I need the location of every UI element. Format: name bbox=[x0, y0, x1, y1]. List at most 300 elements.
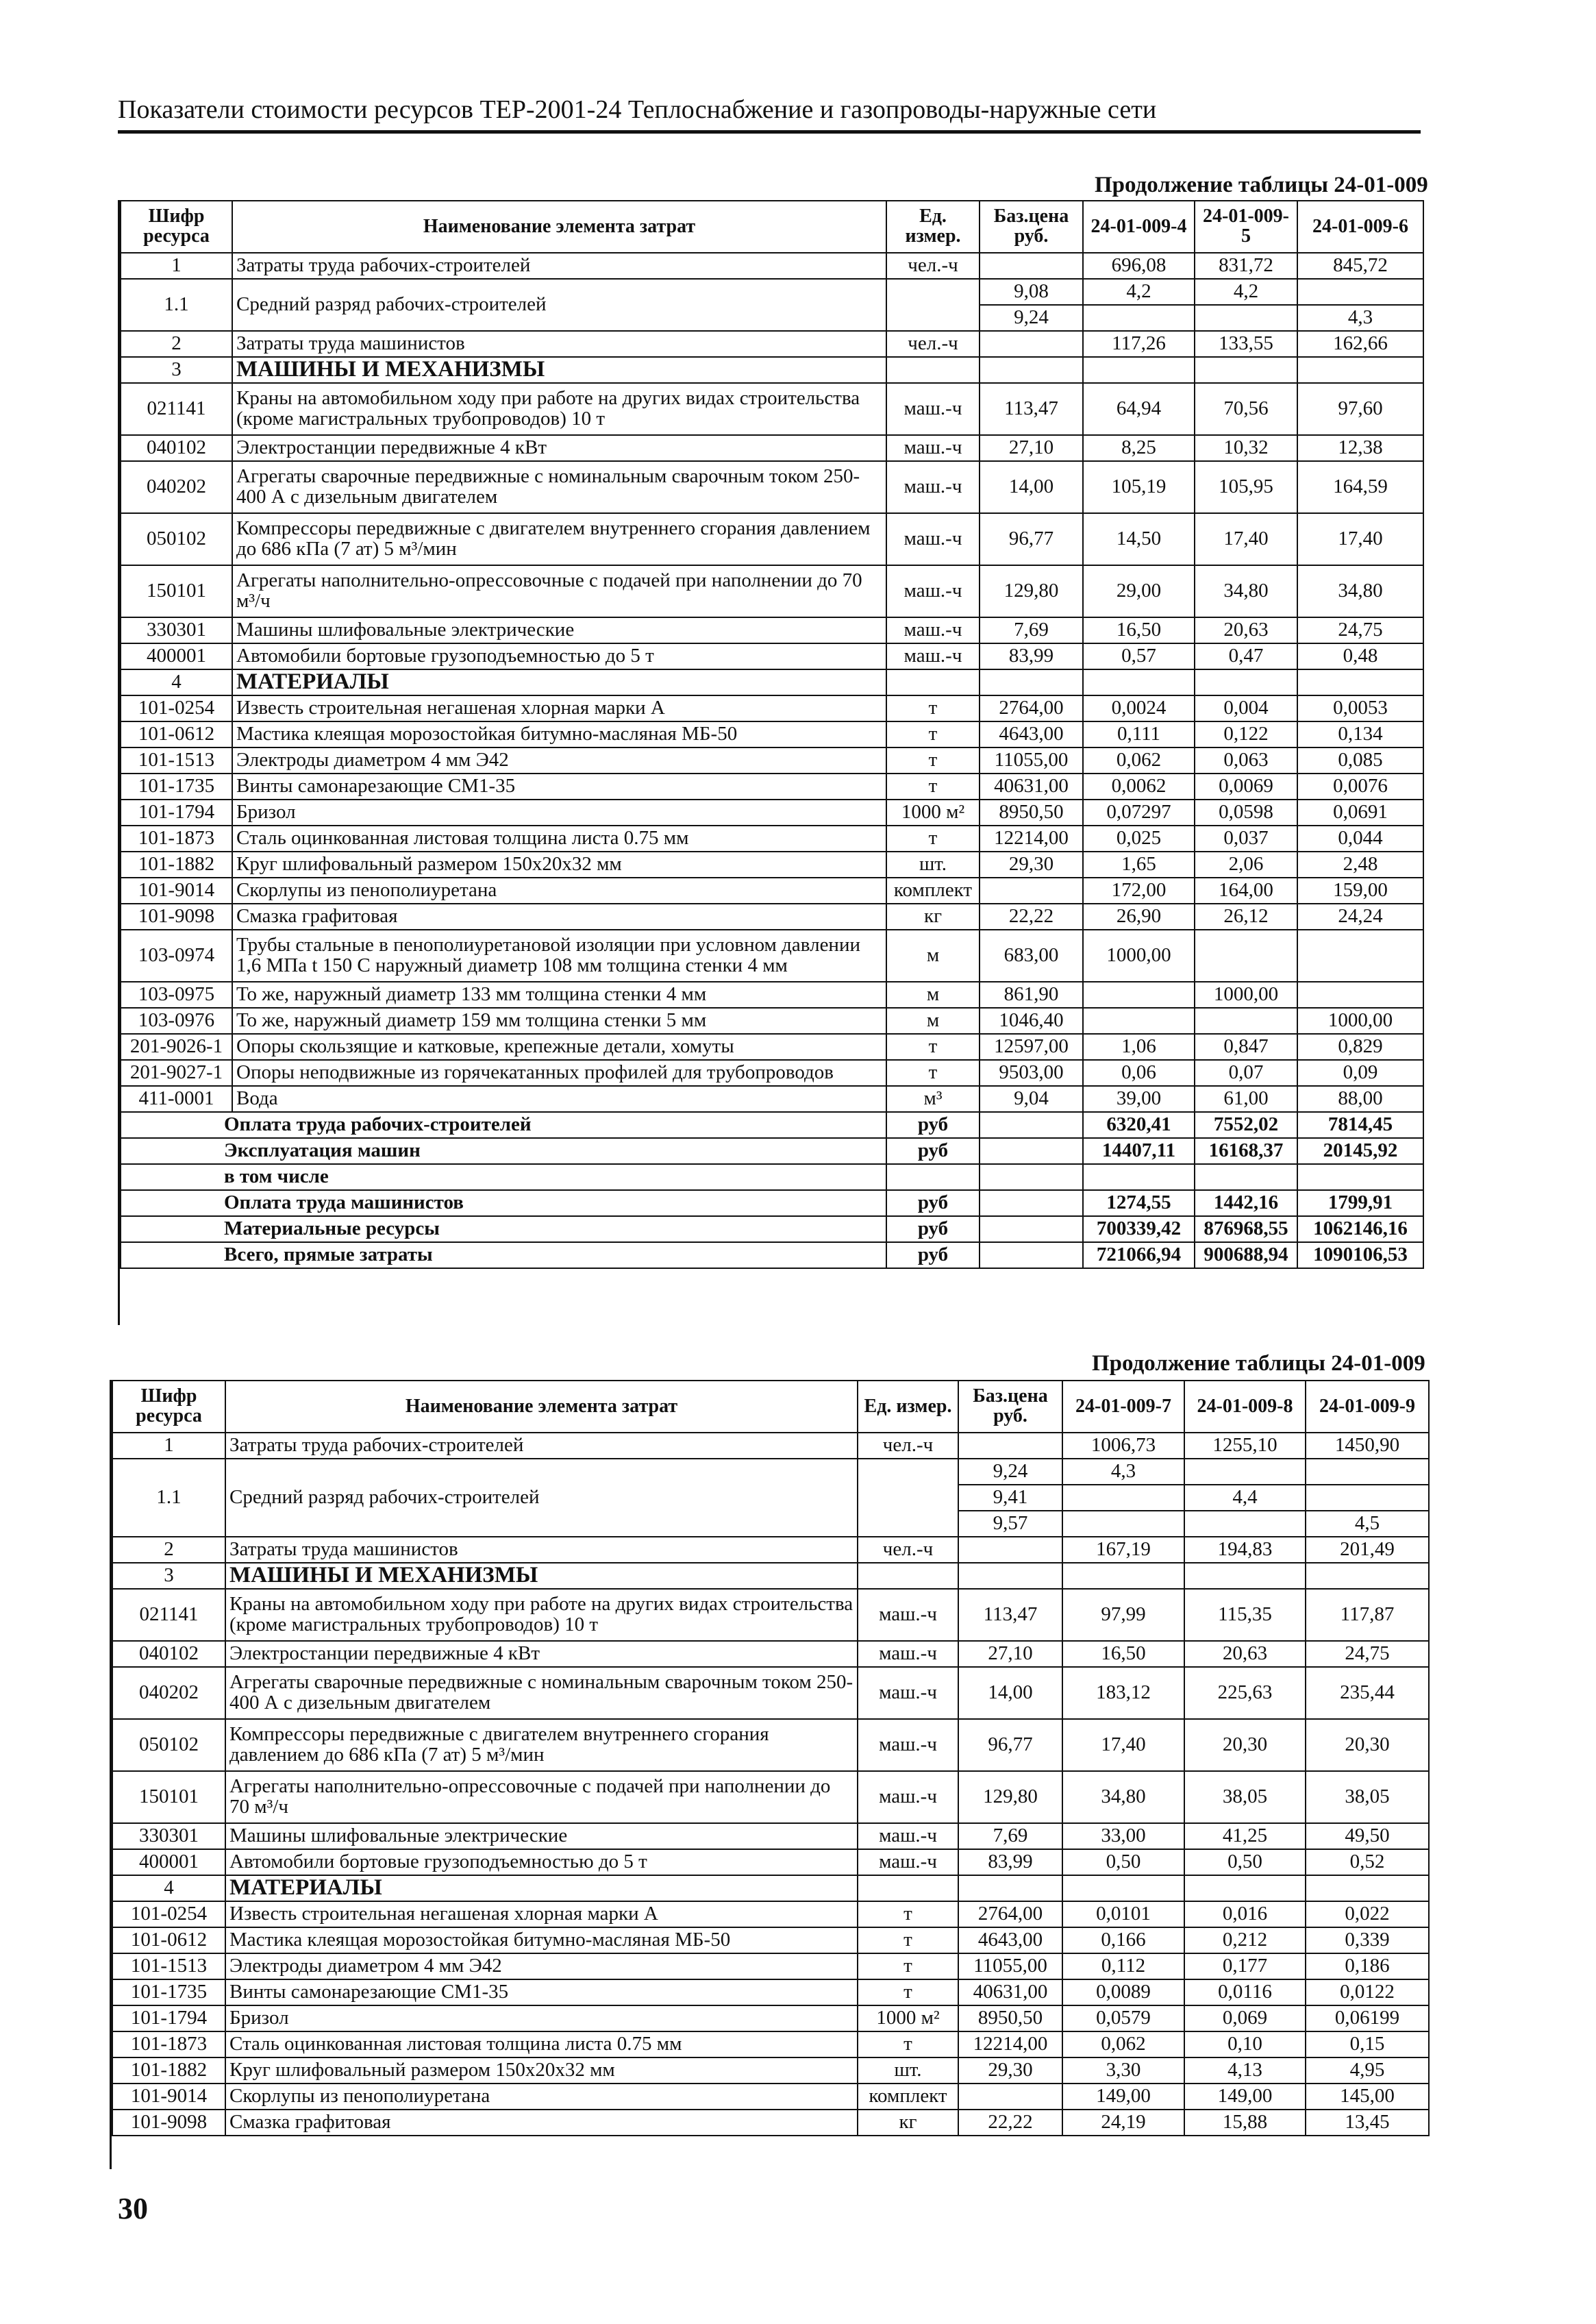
norm-value: 117,87 bbox=[1306, 1589, 1429, 1641]
column-header: Наименование элемента затрат bbox=[232, 201, 886, 253]
norm-value: 1,65 bbox=[1083, 852, 1195, 878]
base-price: 8950,50 bbox=[958, 2005, 1062, 2031]
table-row bbox=[112, 1459, 1429, 1485]
resource-name: Электроды диаметром 4 мм Э42 bbox=[232, 747, 886, 774]
summary-row bbox=[121, 1164, 1423, 1190]
norm-value: 0,186 bbox=[1306, 1953, 1429, 1979]
resource-unit: т bbox=[858, 1927, 958, 1953]
base-price: 27,10 bbox=[958, 1641, 1062, 1667]
base-price: 40631,00 bbox=[958, 1979, 1062, 2005]
table-header-row bbox=[112, 1381, 1429, 1433]
table-row bbox=[121, 774, 1423, 800]
column-header: Баз.цена руб. bbox=[958, 1381, 1062, 1433]
resource-code: 1.1 bbox=[112, 1459, 225, 1537]
norm-value: 34,80 bbox=[1297, 565, 1423, 617]
summary-value bbox=[1083, 1164, 1195, 1190]
norm-value: 64,94 bbox=[1083, 383, 1195, 435]
summary-value: 7552,02 bbox=[1195, 1112, 1297, 1138]
norm-value bbox=[1297, 982, 1423, 1008]
norm-value bbox=[1306, 1459, 1429, 1485]
resource-code: 101-1513 bbox=[121, 747, 232, 774]
column-header: Ед. измер. bbox=[858, 1381, 958, 1433]
norm-value: 1000,00 bbox=[1195, 982, 1297, 1008]
base-price bbox=[980, 331, 1083, 357]
norm-value: 0,062 bbox=[1062, 2031, 1184, 2057]
norm-value: 0,339 bbox=[1306, 1927, 1429, 1953]
norm-value: 0,166 bbox=[1062, 1927, 1184, 1953]
resource-name: Средний разряд рабочих-строителей bbox=[225, 1459, 858, 1537]
norm-value: 2,06 bbox=[1195, 852, 1297, 878]
empty-cell bbox=[886, 357, 980, 383]
norm-value: 14,50 bbox=[1083, 513, 1195, 565]
empty-cell bbox=[1062, 1875, 1184, 1901]
norm-value: 4,2 bbox=[1195, 279, 1297, 305]
resource-unit: т bbox=[886, 1034, 980, 1060]
norm-value: 38,05 bbox=[1184, 1771, 1306, 1823]
norm-value: 0,0691 bbox=[1297, 800, 1423, 826]
resource-name: Электроды диаметром 4 мм Э42 bbox=[225, 1953, 858, 1979]
base-price: 96,77 bbox=[958, 1719, 1062, 1771]
resource-code: 103-0975 bbox=[121, 982, 232, 1008]
base-price: 12214,00 bbox=[958, 2031, 1062, 2057]
norm-value: 97,60 bbox=[1297, 383, 1423, 435]
resource-name: Электростанции передвижные 4 кВт bbox=[225, 1641, 858, 1667]
summary-row bbox=[121, 1138, 1423, 1164]
norm-value: 0,06199 bbox=[1306, 2005, 1429, 2031]
table-row bbox=[112, 2005, 1429, 2031]
resource-code: 101-0254 bbox=[121, 695, 232, 721]
table-row bbox=[121, 1008, 1423, 1034]
empty-cell bbox=[1083, 357, 1195, 383]
resource-unit: кг bbox=[886, 904, 980, 930]
base-price: 9,24 bbox=[980, 305, 1083, 331]
base-price: 129,80 bbox=[958, 1771, 1062, 1823]
resource-code: 3 bbox=[112, 1563, 225, 1589]
table-row bbox=[121, 1060, 1423, 1086]
table-row bbox=[121, 253, 1423, 279]
table1-grid bbox=[120, 200, 1424, 1269]
resource-unit: маш.-ч bbox=[886, 513, 980, 565]
base-price: 11055,00 bbox=[980, 747, 1083, 774]
base-price: 8950,50 bbox=[980, 800, 1083, 826]
norm-value: 0,022 bbox=[1306, 1901, 1429, 1927]
resource-code: 101-1873 bbox=[112, 2031, 225, 2057]
norm-value: 4,95 bbox=[1306, 2057, 1429, 2084]
table-row bbox=[112, 1719, 1429, 1771]
resource-name: Известь строительная негашеная хлорная марки А bbox=[225, 1901, 858, 1927]
norm-value: 0,0062 bbox=[1083, 774, 1195, 800]
summary-value: 7814,45 bbox=[1297, 1112, 1423, 1138]
resource-name: Компрессоры передвижные с двигателем внутреннего сгорания давлением до 686 кПа (7 ат) 5 м³/мин bbox=[232, 513, 886, 565]
base-price: 7,69 bbox=[980, 617, 1083, 643]
norm-value: 24,19 bbox=[1062, 2110, 1184, 2136]
norm-value: 0,52 bbox=[1306, 1849, 1429, 1875]
resource-code: 201-9026-1 bbox=[121, 1034, 232, 1060]
resource-code: 201-9027-1 bbox=[121, 1060, 232, 1086]
table2-grid bbox=[112, 1380, 1430, 2136]
norm-value: 0,06 bbox=[1083, 1060, 1195, 1086]
table-row bbox=[121, 565, 1423, 617]
norm-value: 38,05 bbox=[1306, 1771, 1429, 1823]
norm-value: 0,0024 bbox=[1083, 695, 1195, 721]
resource-code: 101-9014 bbox=[112, 2084, 225, 2110]
empty-cell bbox=[1184, 1563, 1306, 1589]
table-row bbox=[121, 982, 1423, 1008]
resource-unit: т bbox=[886, 721, 980, 747]
resource-name: Машины шлифовальные электрические bbox=[225, 1823, 858, 1849]
table-row bbox=[112, 1927, 1429, 1953]
base-price bbox=[980, 878, 1083, 904]
base-price: 9,41 bbox=[958, 1485, 1062, 1511]
summary-value bbox=[1297, 1164, 1423, 1190]
norm-value: 162,66 bbox=[1297, 331, 1423, 357]
resource-name: Компрессоры передвижные с двигателем внутреннего сгорания давлением до 686 кПа (7 ат) 5 м³/мин bbox=[225, 1719, 858, 1771]
section-row bbox=[112, 1875, 1429, 1901]
resource-code: 400001 bbox=[121, 643, 232, 669]
summary-row bbox=[121, 1190, 1423, 1216]
section-title: МАТЕРИАЛЫ bbox=[232, 669, 886, 695]
summary-row bbox=[121, 1112, 1423, 1138]
resource-unit: м bbox=[886, 982, 980, 1008]
resource-code: 101-1882 bbox=[121, 852, 232, 878]
table1-caption: Продолжение таблицы 24-01-009 bbox=[1095, 173, 1428, 197]
base-price: 11055,00 bbox=[958, 1953, 1062, 1979]
resource-unit: маш.-ч bbox=[858, 1667, 958, 1719]
resource-name: То же, наружный диаметр 133 мм толщина стенки 4 мм bbox=[232, 982, 886, 1008]
base-price: 9,24 bbox=[958, 1459, 1062, 1485]
norm-value: 1000,00 bbox=[1083, 930, 1195, 982]
norm-value: 0,09 bbox=[1297, 1060, 1423, 1086]
norm-value: 13,45 bbox=[1306, 2110, 1429, 2136]
empty-cell bbox=[858, 1875, 958, 1901]
empty-cell bbox=[980, 357, 1083, 383]
section-title: МАТЕРИАЛЫ bbox=[225, 1875, 858, 1901]
norm-value: 0,50 bbox=[1062, 1849, 1184, 1875]
norm-value: 0,15 bbox=[1306, 2031, 1429, 2057]
base-price: 4643,00 bbox=[980, 721, 1083, 747]
resource-name: Скорлупы из пенополиуретана bbox=[225, 2084, 858, 2110]
norm-value: 24,24 bbox=[1297, 904, 1423, 930]
resource-code: 330301 bbox=[121, 617, 232, 643]
norm-value: 0,829 bbox=[1297, 1034, 1423, 1060]
resource-name: Мастика клеящая морозостойкая битумно-масляная МБ-50 bbox=[225, 1927, 858, 1953]
resource-name: Затраты труда машинистов bbox=[232, 331, 886, 357]
resource-unit: 1000 м² bbox=[886, 800, 980, 826]
norm-value: 16,50 bbox=[1062, 1641, 1184, 1667]
table-row bbox=[112, 1667, 1429, 1719]
resource-unit: маш.-ч bbox=[886, 461, 980, 513]
table-row bbox=[112, 1771, 1429, 1823]
base-price: 96,77 bbox=[980, 513, 1083, 565]
resource-name: Агрегаты наполнительно-опрессовочные с подачей при наполнении до 70 м³/ч bbox=[232, 565, 886, 617]
norm-value: 159,00 bbox=[1297, 878, 1423, 904]
base-price: 83,99 bbox=[980, 643, 1083, 669]
base-price: 9,57 bbox=[958, 1511, 1062, 1537]
table-row bbox=[121, 617, 1423, 643]
base-price: 83,99 bbox=[958, 1849, 1062, 1875]
empty-cell bbox=[1083, 669, 1195, 695]
norm-value: 0,177 bbox=[1184, 1953, 1306, 1979]
table-row bbox=[112, 1537, 1429, 1563]
base-price: 14,00 bbox=[958, 1667, 1062, 1719]
resource-code: 2 bbox=[112, 1537, 225, 1563]
table1-frame bbox=[118, 200, 1423, 1325]
column-header: Ед. измер. bbox=[886, 201, 980, 253]
resource-code: 103-0976 bbox=[121, 1008, 232, 1034]
resource-name: Опоры скользящие и катковые, крепежные детали, хомуты bbox=[232, 1034, 886, 1060]
resource-unit: маш.-ч bbox=[858, 1823, 958, 1849]
norm-value: 20,30 bbox=[1306, 1719, 1429, 1771]
empty-cell bbox=[958, 1875, 1062, 1901]
table-row bbox=[112, 2031, 1429, 2057]
norm-value: 149,00 bbox=[1062, 2084, 1184, 2110]
resource-unit bbox=[858, 1459, 958, 1537]
summary-unit: руб bbox=[886, 1138, 980, 1164]
norm-value: 696,08 bbox=[1083, 253, 1195, 279]
norm-value: 235,44 bbox=[1306, 1667, 1429, 1719]
section-title: МАШИНЫ И МЕХАНИЗМЫ bbox=[225, 1563, 858, 1589]
summary-label: Всего, прямые затраты bbox=[121, 1242, 886, 1268]
resource-code: 101-0612 bbox=[112, 1927, 225, 1953]
norm-value: 1450,90 bbox=[1306, 1433, 1429, 1459]
column-header: 24-01-009-4 bbox=[1083, 201, 1195, 253]
norm-value: 26,12 bbox=[1195, 904, 1297, 930]
norm-value: 0,112 bbox=[1062, 1953, 1184, 1979]
norm-value: 70,56 bbox=[1195, 383, 1297, 435]
resource-unit: маш.-ч bbox=[886, 617, 980, 643]
resource-unit: м³ bbox=[886, 1086, 980, 1112]
base-price: 9,04 bbox=[980, 1086, 1083, 1112]
norm-value: 0,10 bbox=[1184, 2031, 1306, 2057]
empty-cell bbox=[958, 1563, 1062, 1589]
table-row bbox=[121, 695, 1423, 721]
base-price: 683,00 bbox=[980, 930, 1083, 982]
resource-unit: т bbox=[886, 826, 980, 852]
table-row bbox=[112, 1589, 1429, 1641]
resource-code: 101-9098 bbox=[112, 2110, 225, 2136]
summary-value: 1442,16 bbox=[1195, 1190, 1297, 1216]
base-price: 12214,00 bbox=[980, 826, 1083, 852]
resource-name: Затраты труда рабочих-строителей bbox=[232, 253, 886, 279]
resource-name: Затраты труда рабочих-строителей bbox=[225, 1433, 858, 1459]
table-row bbox=[112, 1641, 1429, 1667]
empty-cell bbox=[1195, 669, 1297, 695]
column-header: Наименование элемента затрат bbox=[225, 1381, 858, 1433]
norm-value: 845,72 bbox=[1297, 253, 1423, 279]
column-header: Шифр ресурса bbox=[121, 201, 232, 253]
norm-value: 29,00 bbox=[1083, 565, 1195, 617]
resource-code: 150101 bbox=[112, 1771, 225, 1823]
norm-value: 0,134 bbox=[1297, 721, 1423, 747]
base-price: 1046,40 bbox=[980, 1008, 1083, 1034]
norm-value: 34,80 bbox=[1062, 1771, 1184, 1823]
resource-code: 400001 bbox=[112, 1849, 225, 1875]
resource-unit: т bbox=[886, 747, 980, 774]
summary-value: 20145,92 bbox=[1297, 1138, 1423, 1164]
norm-value: 0,016 bbox=[1184, 1901, 1306, 1927]
norm-value bbox=[1306, 1485, 1429, 1511]
section-row bbox=[121, 357, 1423, 383]
section-title: МАШИНЫ И МЕХАНИЗМЫ bbox=[232, 357, 886, 383]
table-row bbox=[112, 1823, 1429, 1849]
table-row bbox=[121, 904, 1423, 930]
resource-name: Винты самонарезающие СМ1-35 bbox=[225, 1979, 858, 2005]
table-row bbox=[121, 513, 1423, 565]
norm-value: 0,0069 bbox=[1195, 774, 1297, 800]
table2-frame bbox=[110, 1380, 1428, 2169]
norm-value bbox=[1062, 1511, 1184, 1537]
column-header: 24-01-009-7 bbox=[1062, 1381, 1184, 1433]
resource-code: 4 bbox=[112, 1875, 225, 1901]
norm-value: 12,38 bbox=[1297, 435, 1423, 461]
resource-unit: чел.-ч bbox=[886, 331, 980, 357]
table-row bbox=[121, 1086, 1423, 1112]
table-row bbox=[121, 826, 1423, 852]
resource-name: Краны на автомобильном ходу при работе на других видах строительства (кроме магистральных трубопроводов) 10 т bbox=[232, 383, 886, 435]
resource-code: 101-1735 bbox=[121, 774, 232, 800]
norm-value: 0,0101 bbox=[1062, 1901, 1184, 1927]
page-number: 30 bbox=[118, 2192, 148, 2225]
resource-code: 101-0612 bbox=[121, 721, 232, 747]
summary-value: 900688,94 bbox=[1195, 1242, 1297, 1268]
norm-value: 0,57 bbox=[1083, 643, 1195, 669]
base-price: 2764,00 bbox=[958, 1901, 1062, 1927]
norm-value: 0,037 bbox=[1195, 826, 1297, 852]
resource-name: Затраты труда машинистов bbox=[225, 1537, 858, 1563]
summary-value: 14407,11 bbox=[1083, 1138, 1195, 1164]
norm-value: 0,063 bbox=[1195, 747, 1297, 774]
norm-value: 167,19 bbox=[1062, 1537, 1184, 1563]
norm-value: 4,13 bbox=[1184, 2057, 1306, 2084]
resource-name: Вода bbox=[232, 1086, 886, 1112]
resource-unit: 1000 м² bbox=[858, 2005, 958, 2031]
base-price: 4643,00 bbox=[958, 1927, 1062, 1953]
norm-value: 4,5 bbox=[1306, 1511, 1429, 1537]
resource-name: То же, наружный диаметр 159 мм толщина стенки 5 мм bbox=[232, 1008, 886, 1034]
base-price: 22,22 bbox=[958, 2110, 1062, 2136]
resource-code: 101-1882 bbox=[112, 2057, 225, 2084]
empty-cell bbox=[1306, 1563, 1429, 1589]
resource-name: Машины шлифовальные электрические bbox=[232, 617, 886, 643]
norm-value: 4,3 bbox=[1297, 305, 1423, 331]
base-price: 40631,00 bbox=[980, 774, 1083, 800]
resource-unit: чел.-ч bbox=[858, 1433, 958, 1459]
resource-name: Круг шлифовальный размером 150х20х32 мм bbox=[232, 852, 886, 878]
summary-value: 1090106,53 bbox=[1297, 1242, 1423, 1268]
resource-unit: т bbox=[858, 2031, 958, 2057]
norm-value bbox=[1184, 1511, 1306, 1537]
table-row bbox=[112, 2057, 1429, 2084]
table-row bbox=[112, 1849, 1429, 1875]
table-row bbox=[112, 2110, 1429, 2136]
empty-cell bbox=[980, 1164, 1083, 1190]
norm-value: 33,00 bbox=[1062, 1823, 1184, 1849]
base-price: 113,47 bbox=[980, 383, 1083, 435]
norm-value: 4,2 bbox=[1083, 279, 1195, 305]
norm-value bbox=[1083, 305, 1195, 331]
norm-value: 0,0076 bbox=[1297, 774, 1423, 800]
norm-value: 1000,00 bbox=[1297, 1008, 1423, 1034]
resource-name: Краны на автомобильном ходу при работе на других видах строительства (кроме магистральных трубопроводов) 10 т bbox=[225, 1589, 858, 1641]
table-row bbox=[121, 331, 1423, 357]
norm-value bbox=[1184, 1459, 1306, 1485]
table-row bbox=[112, 1953, 1429, 1979]
base-price: 113,47 bbox=[958, 1589, 1062, 1641]
resource-unit: чел.-ч bbox=[886, 253, 980, 279]
empty-cell bbox=[980, 1138, 1083, 1164]
resource-code: 101-1794 bbox=[112, 2005, 225, 2031]
column-header: 24-01-009-8 bbox=[1184, 1381, 1306, 1433]
table-row bbox=[121, 383, 1423, 435]
norm-value: 183,12 bbox=[1062, 1667, 1184, 1719]
resource-name: Смазка графитовая bbox=[232, 904, 886, 930]
resource-name: Винты самонарезающие СМ1-35 bbox=[232, 774, 886, 800]
base-price: 9,08 bbox=[980, 279, 1083, 305]
resource-unit: кг bbox=[858, 2110, 958, 2136]
norm-value bbox=[1083, 1008, 1195, 1034]
resource-unit: маш.-ч bbox=[858, 1849, 958, 1875]
empty-cell bbox=[980, 1190, 1083, 1216]
resource-code: 050102 bbox=[121, 513, 232, 565]
column-header: 24-01-009-6 bbox=[1297, 201, 1423, 253]
summary-row bbox=[121, 1216, 1423, 1242]
resource-name: Сталь оцинкованная листовая толщина листа 0.75 мм bbox=[232, 826, 886, 852]
resource-unit: т bbox=[886, 1060, 980, 1086]
resource-code: 4 bbox=[121, 669, 232, 695]
resource-code: 021141 bbox=[121, 383, 232, 435]
resource-unit: т bbox=[886, 774, 980, 800]
norm-value bbox=[1195, 930, 1297, 982]
summary-value: 876968,55 bbox=[1195, 1216, 1297, 1242]
norm-value: 17,40 bbox=[1297, 513, 1423, 565]
base-price: 7,69 bbox=[958, 1823, 1062, 1849]
resource-unit: комплект bbox=[858, 2084, 958, 2110]
norm-value: 0,48 bbox=[1297, 643, 1423, 669]
norm-value: 1255,10 bbox=[1184, 1433, 1306, 1459]
summary-unit: руб bbox=[886, 1190, 980, 1216]
norm-value: 0,122 bbox=[1195, 721, 1297, 747]
norm-value: 20,63 bbox=[1184, 1641, 1306, 1667]
norm-value: 0,50 bbox=[1184, 1849, 1306, 1875]
norm-value bbox=[1297, 930, 1423, 982]
base-price: 12597,00 bbox=[980, 1034, 1083, 1060]
resource-unit: шт. bbox=[858, 2057, 958, 2084]
norm-value bbox=[1195, 1008, 1297, 1034]
resource-unit: маш.-ч bbox=[858, 1771, 958, 1823]
resource-code: 2 bbox=[121, 331, 232, 357]
summary-unit: руб bbox=[886, 1216, 980, 1242]
base-price: 2764,00 bbox=[980, 695, 1083, 721]
norm-value: 39,00 bbox=[1083, 1086, 1195, 1112]
norm-value: 0,847 bbox=[1195, 1034, 1297, 1060]
norm-value: 24,75 bbox=[1297, 617, 1423, 643]
summary-label: Эксплуатация машин bbox=[121, 1138, 886, 1164]
summary-value: 16168,37 bbox=[1195, 1138, 1297, 1164]
resource-unit: т bbox=[858, 1953, 958, 1979]
norm-value: 16,50 bbox=[1083, 617, 1195, 643]
empty-cell bbox=[1297, 357, 1423, 383]
summary-unit: руб bbox=[886, 1242, 980, 1268]
base-price bbox=[980, 253, 1083, 279]
norm-value: 194,83 bbox=[1184, 1537, 1306, 1563]
summary-value: 1274,55 bbox=[1083, 1190, 1195, 1216]
norm-value: 8,25 bbox=[1083, 435, 1195, 461]
norm-value: 4,3 bbox=[1062, 1459, 1184, 1485]
resource-code: 021141 bbox=[112, 1589, 225, 1641]
norm-value bbox=[1062, 1485, 1184, 1511]
resource-code: 101-1873 bbox=[121, 826, 232, 852]
norm-value: 117,26 bbox=[1083, 331, 1195, 357]
